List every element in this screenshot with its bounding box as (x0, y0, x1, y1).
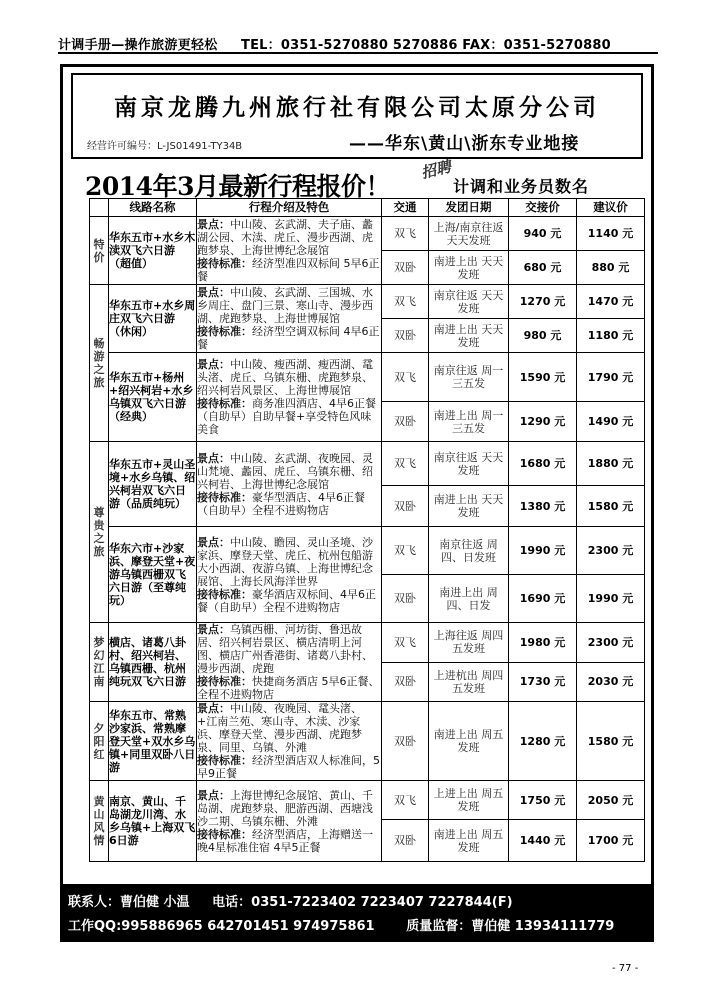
feature-line (197, 675, 381, 701)
suggested-price: 2030 元 (577, 662, 645, 702)
feature-line (197, 588, 381, 614)
feature-label: 接待标准： (197, 325, 252, 338)
suggested-price: 1470 元 (577, 285, 645, 319)
category-label: 畅游之旅 (90, 285, 109, 442)
trade-price: 1730 元 (509, 662, 577, 702)
contact-phone: 电话：0351-7223402 7223407 7227844(F) (212, 895, 513, 910)
license-number: 经营许可编号：L-JS01491-TY34B (87, 141, 243, 152)
table-row (90, 442, 645, 486)
transport-mode: 双飞 (382, 527, 429, 575)
departure-schedule: 上海/南京往返 天天发班 (429, 217, 509, 251)
quality-supervisor: 质量监督：曹伯健 13934111779 (406, 919, 615, 934)
transport-mode: 双卧 (382, 662, 429, 702)
feature-line (197, 702, 381, 754)
transport-mode: 双卧 (382, 251, 429, 285)
suggested-price: 1140 元 (577, 217, 645, 251)
feature-label: 接待标准： (197, 754, 252, 767)
transport-mode: 双飞 (382, 353, 429, 402)
feature-text: 豪华型酒店、4早6正餐（自助早）全程不进购物店 (197, 490, 365, 517)
feature-text: 中山陵、瞻园、灵山圣境、沙家浜、摩登天堂、虎丘、杭州包船游大小西湖、夜游乌镇、上海世博纪念展馆、上海长风海洋世界 (197, 535, 373, 588)
transport-mode: 双卧 (382, 486, 429, 527)
feature-line (197, 286, 381, 325)
feature-text: 上海世博纪念展馆、黄山、千岛湖、虎跑梦泉、肥游西湖、西塘浅沙二期、乌镇东栅、外滩 (197, 788, 373, 828)
feature-text: 中山陵、玄武湖、夫子庙、蠡湖公园、木渎、虎丘、漫步西湖、虎跑梦泉、上海世博纪念展馆 (197, 218, 373, 257)
trade-price: 1690 元 (509, 575, 577, 623)
feature-label: 景点： (197, 451, 230, 465)
transport-mode: 双飞 (382, 217, 429, 251)
route-name: 华东五市、常熟沙家浜、常熟摩登天堂+双水乡乌镇+同里双卧八日游 (109, 702, 197, 781)
table-row (90, 285, 645, 319)
trade-price: 980 元 (509, 319, 577, 353)
header-suggested-price: 建议价 (577, 199, 645, 217)
header-departure: 发团日期 (429, 199, 509, 217)
departure-schedule: 南进上出 天天发班 (429, 319, 509, 353)
company-name: 南京龙腾九州旅行社有限公司太原分公司 (114, 94, 600, 121)
suggested-price: 1490 元 (577, 402, 645, 442)
transport-mode: 双卧 (382, 319, 429, 353)
feature-line (197, 325, 381, 351)
top-header-bar (58, 34, 658, 54)
feature-line (197, 218, 381, 257)
title-box (71, 73, 643, 159)
feature-text: 快捷商务酒店 5早6正餐、全程不进购物店 (197, 675, 380, 701)
transport-mode: 双卧 (382, 575, 429, 623)
trade-price: 1590 元 (509, 353, 577, 402)
recruit-stamp: 招聘 (419, 157, 453, 183)
suggested-price: 1790 元 (577, 353, 645, 402)
route-features (197, 527, 382, 623)
feature-text: 中山陵、夜晚园、鼋头渚、+江南兰苑、寒山寺、木渎、沙家浜、摩登天堂、漫步西湖、虎跑梦泉、同里、乌镇、外滩 (197, 702, 362, 754)
trade-price: 1980 元 (509, 623, 577, 663)
feature-text: 经济型准四双标间 5早6正餐 (197, 257, 380, 283)
header-contact-text: TEL：0351-5270880 5270886 FAX：0351-5270880 (241, 38, 611, 53)
transport-mode: 双卧 (382, 820, 429, 862)
route-name: 华东五市+杨州+绍兴柯岩+水乡乌镇双飞六日游（经典） (109, 353, 197, 442)
feature-line (197, 397, 381, 436)
trade-price: 1680 元 (509, 442, 577, 486)
headline: 2014年3月最新行程报价！ (85, 172, 390, 201)
trade-price: 1750 元 (509, 781, 577, 820)
feature-text: 商务准四酒店、4早6正餐（自助早）自助早餐+享受特色风味美食 (197, 397, 376, 436)
route-features (197, 623, 382, 702)
departure-schedule: 南进上出 周一三五发 (429, 402, 509, 442)
route-name: 华东五市+灵山圣境+水乡乌镇、绍兴柯岩双飞六日游（品质纯玩） (109, 442, 197, 527)
slogan: ——华东\黄山\浙东专业地接 (349, 134, 580, 154)
feature-label: 景点： (197, 218, 230, 231)
page-frame (60, 64, 654, 942)
trade-price: 1280 元 (509, 702, 577, 781)
departure-schedule: 上进上出 周五发班 (429, 781, 509, 820)
footer-line-1 (68, 891, 513, 910)
table-row (90, 527, 645, 575)
feature-line (197, 789, 381, 828)
header-left-text: 计调手册—操作旅游更轻松 (58, 38, 218, 53)
trade-price: 680 元 (509, 251, 577, 285)
departure-schedule: 南京往返 天天发班 (429, 285, 509, 319)
departure-schedule: 南京往返 周一三五发 (429, 353, 509, 402)
trade-price: 1380 元 (509, 486, 577, 527)
transport-mode: 双飞 (382, 285, 429, 319)
route-features (197, 285, 382, 353)
departure-schedule: 南进上出 天天发班 (429, 486, 509, 527)
feature-line (197, 452, 381, 491)
departure-schedule: 上进杭出 周四五发班 (429, 662, 509, 702)
header-side (90, 199, 109, 217)
table-header-row (90, 199, 645, 217)
route-name: 横店、诸葛八卦村、绍兴柯岩、乌镇西栅、杭州纯玩双飞六日游 (109, 623, 197, 702)
suggested-price: 2300 元 (577, 623, 645, 663)
departure-schedule: 南进上出 周四、日发 (429, 575, 509, 623)
table-row (90, 217, 645, 251)
suggested-price: 1700 元 (577, 820, 645, 862)
suggested-price: 1880 元 (577, 442, 645, 486)
feature-label: 接待标准： (197, 397, 252, 410)
feature-label: 接待标准： (197, 675, 252, 688)
transport-mode: 双飞 (382, 781, 429, 820)
contact-qq: 工作QQ:995886965 642701451 974975861 (68, 919, 375, 934)
feature-label: 景点： (197, 358, 230, 371)
departure-schedule: 南进上出 周五发班 (429, 702, 509, 781)
table-row (90, 781, 645, 820)
itinerary-table (89, 198, 645, 862)
feature-text: 经济型酒店，上海赠送一晚4星标准住宿 4早5正餐 (197, 827, 373, 854)
category-label: 梦幻江南 (90, 623, 109, 702)
category-label: 黄山风情 (90, 781, 109, 862)
route-name: 南京、黄山、千岛湖龙川湾、水乡乌镇+上海双飞6日游 (109, 781, 197, 862)
feature-label: 接待标准： (197, 827, 252, 841)
header-features: 行程介绍及特色 (197, 199, 382, 217)
route-features (197, 217, 382, 285)
departure-schedule: 南进上出 天天发班 (429, 251, 509, 285)
feature-label: 景点： (197, 788, 230, 802)
transport-mode: 双飞 (382, 442, 429, 486)
departure-schedule: 南京往返 周四、日发班 (429, 527, 509, 575)
feature-text: 中山陵、瘦西湖、瘦西湖、鼋头渚、虎丘、乌镇东栅、虎跑梦泉、绍兴柯岩风景区、上海世博展馆 (197, 358, 373, 397)
route-name: 华东六市+沙家浜、摩登天堂+夜游乌镇西栅双飞六日游（至尊纯玩） (109, 527, 197, 623)
route-name: 华东五市+水乡周庄双飞六日游（休闲） (109, 285, 197, 353)
feature-text: 豪华酒店双标间、4早6正餐（自助早）全程不进购物店 (197, 587, 376, 614)
category-label: 尊贵之旅 (90, 442, 109, 623)
suggested-price: 880 元 (577, 251, 645, 285)
feature-line (197, 536, 381, 588)
suggested-price: 1580 元 (577, 702, 645, 781)
feature-line (197, 828, 381, 854)
suggested-price: 1180 元 (577, 319, 645, 353)
trade-price: 940 元 (509, 217, 577, 251)
contact-person: 联系人：曹伯健 小温 (68, 895, 190, 910)
feature-label: 景点： (197, 623, 230, 636)
suggested-price: 2050 元 (577, 781, 645, 820)
trade-price: 1290 元 (509, 402, 577, 442)
feature-label: 接待标准： (197, 587, 252, 601)
feature-label: 接待标准： (197, 257, 252, 270)
trade-price: 1440 元 (509, 820, 577, 862)
header-trade-price: 交接价 (509, 199, 577, 217)
feature-line (197, 754, 381, 780)
feature-label: 接待标准： (197, 490, 252, 504)
feature-line (197, 358, 381, 397)
feature-line (197, 623, 381, 675)
trade-price: 1270 元 (509, 285, 577, 319)
table-row (90, 353, 645, 402)
route-name: 华东五市+水乡木渎双飞六日游（超值） (109, 217, 197, 285)
table-row (90, 702, 645, 781)
page-number: - 77 - (612, 963, 639, 974)
header-transport: 交通 (382, 199, 429, 217)
feature-text: 乌镇西栅、河坊街、鲁迅故居、绍兴柯岩景区、横店清明上河图、横店广州香港街、诸葛八卦村、漫步西湖、虎跑 (197, 623, 373, 675)
transport-mode: 双飞 (382, 623, 429, 663)
feature-label: 景点： (197, 286, 230, 299)
suggested-price: 1990 元 (577, 575, 645, 623)
feature-line (197, 491, 381, 517)
feature-text: 中山陵、玄武湖、三国城、水乡周庄、盘门三景、寒山寺、漫步西湖、虎跑梦泉、上海世博展馆 (197, 286, 373, 325)
suggested-price: 1580 元 (577, 486, 645, 527)
footer-line-2 (68, 915, 614, 934)
footer-contact-bar (62, 884, 653, 941)
departure-schedule: 南京往返 天天发班 (429, 442, 509, 486)
feature-text: 中山陵、玄武湖、夜晚园、灵山梵境、蠡园、虎丘、乌镇东栅、绍兴柯岩、上海世博纪念展馆 (197, 451, 373, 491)
feature-line (197, 257, 381, 283)
feature-label: 景点： (197, 702, 230, 715)
feature-text: 经济型酒店双人标准间，5早9正餐 (197, 754, 380, 780)
feature-label: 景点： (197, 535, 230, 549)
header-route: 线路名称 (109, 199, 197, 217)
feature-text: 经济型空调双标间 4早6正餐 (197, 325, 380, 351)
route-features (197, 353, 382, 442)
route-features (197, 442, 382, 527)
category-label: 特价 (90, 217, 109, 285)
transport-mode: 双卧 (382, 702, 429, 781)
route-features (197, 781, 382, 862)
departure-schedule: 南进上出 周五发班 (429, 820, 509, 862)
category-label: 夕阳红 (90, 702, 109, 781)
suggested-price: 2300 元 (577, 527, 645, 575)
subheadline: 计调和业务员数名 (453, 177, 590, 196)
trade-price: 1990 元 (509, 527, 577, 575)
table-row (90, 623, 645, 663)
departure-schedule: 上海往返 周四五发班 (429, 623, 509, 663)
route-features (197, 702, 382, 781)
transport-mode: 双卧 (382, 402, 429, 442)
